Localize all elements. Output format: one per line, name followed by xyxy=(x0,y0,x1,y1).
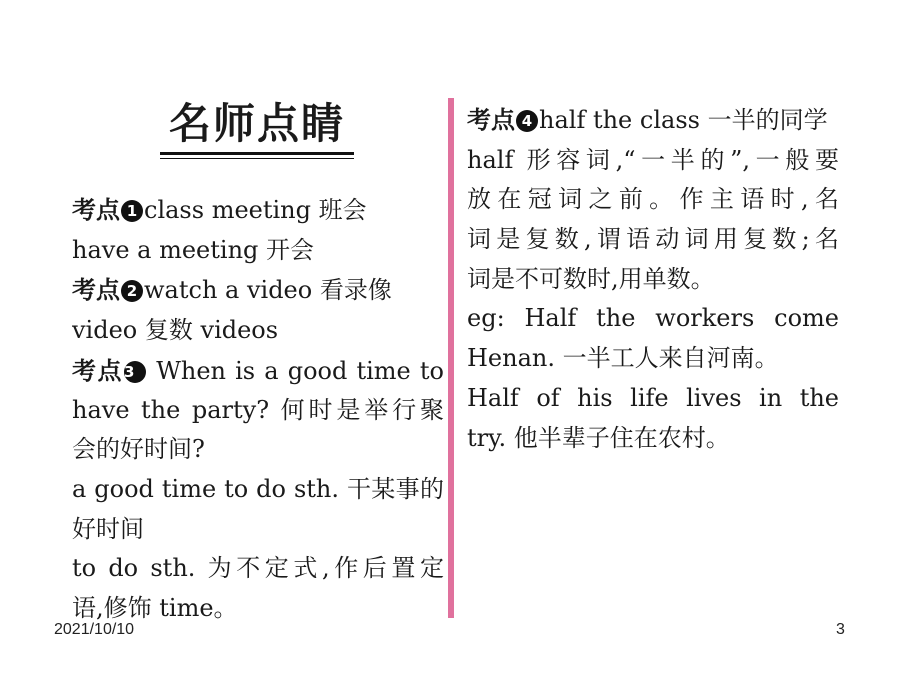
point-text: When is a good time to xyxy=(156,356,444,385)
title-underline xyxy=(160,152,354,155)
text-line: 词是不可数时,用单数。 xyxy=(467,264,715,293)
text-line: a good time to do sth. 干某事的 xyxy=(72,474,444,503)
point-2 xyxy=(72,270,444,311)
point-3 xyxy=(72,351,444,391)
text-line: have a meeting 开会 xyxy=(72,235,315,264)
text-line: Henan. 一半工人来自河南。 xyxy=(467,344,779,373)
text-line: eg: Half the workers come xyxy=(467,304,839,333)
text-line: 会的好时间? xyxy=(72,435,205,464)
footer-date: 2021/10/10 xyxy=(54,621,135,638)
point-label: 考点 xyxy=(72,195,120,224)
text-line: have the party? 何时是举行聚 xyxy=(72,395,444,424)
column-divider xyxy=(448,98,454,618)
point-label: 考点 xyxy=(72,275,120,305)
text-line: video 复数 videos xyxy=(72,316,279,345)
point-label: 考点 xyxy=(467,105,515,134)
point-text: class meeting 班会 xyxy=(144,196,367,224)
circled-number-4-icon: 4 xyxy=(516,110,538,132)
page-title: 名师点睛 xyxy=(168,99,345,148)
right-column xyxy=(467,100,839,458)
point-text: half the class 一半的同学 xyxy=(539,106,828,134)
title-underline-thin xyxy=(160,158,354,159)
text-line: Half of his life lives in the xyxy=(467,383,839,412)
circled-number-1-icon: 1 xyxy=(121,200,143,222)
circled-number-3-icon: 3 xyxy=(124,361,146,383)
text-line: 词是复数,谓语动词用复数;名 xyxy=(467,225,839,254)
page-number: 3 xyxy=(836,621,845,638)
point-4 xyxy=(467,100,839,141)
text-line: try. 他半辈子住在农村。 xyxy=(467,423,730,452)
text-line: 语,修饰 time。 xyxy=(72,593,238,622)
text-line: 好时间 xyxy=(72,514,144,543)
text-line: 放在冠词之前。作主语时,名 xyxy=(467,185,839,214)
point-1 xyxy=(72,190,444,231)
text-line: half 形容词,“一半的”,一般要 xyxy=(467,145,839,174)
text-line: to do sth. 为不定式,作后置定 xyxy=(72,554,444,583)
left-column xyxy=(72,190,444,629)
circled-number-2-icon: 2 xyxy=(121,280,143,302)
point-label: 考点 xyxy=(72,355,124,385)
point-text: watch a video 看录像 xyxy=(144,276,392,305)
